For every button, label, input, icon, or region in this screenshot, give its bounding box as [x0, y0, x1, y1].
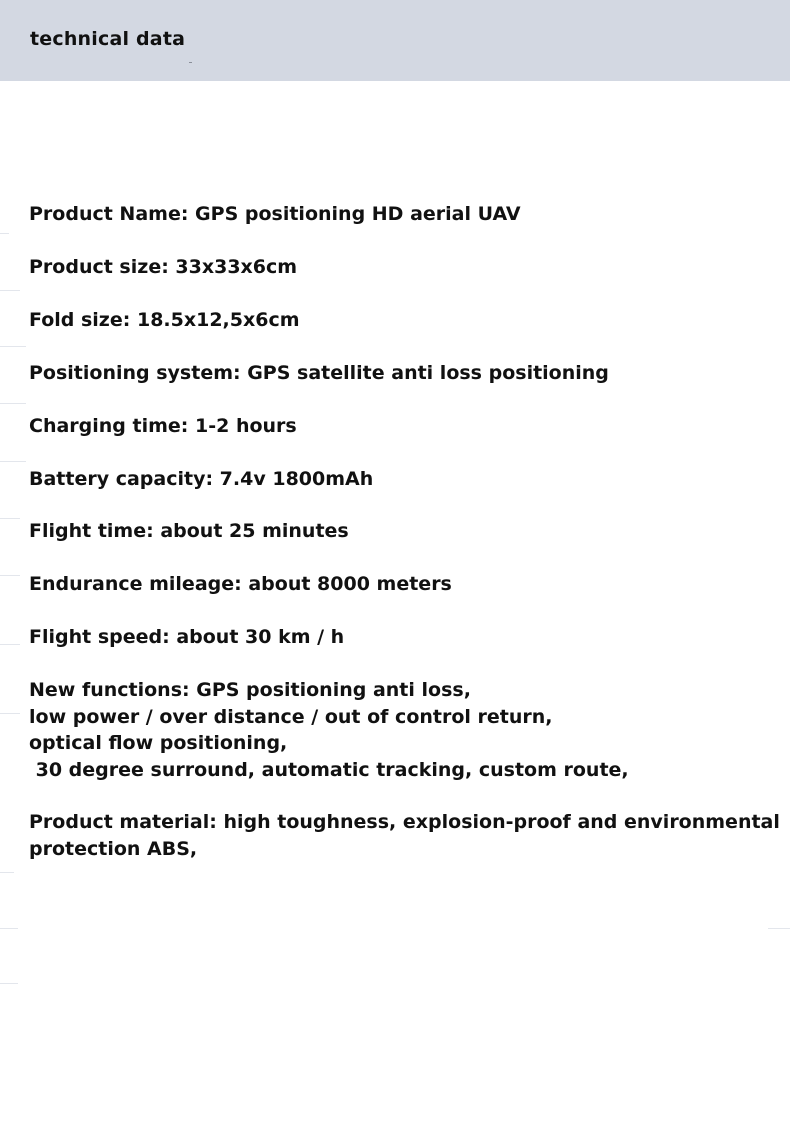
edge-tick [0, 872, 14, 873]
edge-tick [0, 233, 9, 234]
spec-product-size: Product size: 33x33x6cm [29, 256, 298, 278]
spec-flight-time: Flight time: about 25 minutes [29, 520, 349, 542]
spec-new-functions: New functions: GPS positioning anti loss, low power / over distance / out of control return, optical flow positioning, 30 degree surround, automatic tracking, custom route, [29, 679, 629, 781]
edge-tick [0, 461, 26, 462]
header-bar [0, 0, 790, 81]
spec-endurance-mileage: Endurance mileage: about 8000 meters [29, 573, 452, 595]
page-title: technical data [30, 28, 186, 50]
edge-tick [768, 928, 790, 929]
spec-product-name: Product Name: GPS positioning HD aerial UAV [29, 203, 521, 225]
spec-fold-size: Fold size: 18.5x12,5x6cm [29, 309, 300, 331]
edge-tick [0, 290, 20, 291]
edge-tick [0, 713, 20, 714]
spec-charging-time: Charging time: 1-2 hours [29, 415, 297, 437]
decorative-dot [189, 62, 192, 63]
edge-tick [0, 644, 20, 645]
spec-flight-speed: Flight speed: about 30 km / h [29, 626, 345, 648]
edge-tick [0, 518, 20, 519]
edge-tick [0, 928, 18, 929]
edge-tick [0, 403, 26, 404]
edge-tick [0, 575, 20, 576]
spec-battery-capacity: Battery capacity: 7.4v 1800mAh [29, 468, 374, 490]
spec-product-material: Product material: high toughness, explosion-proof and environmental protection ABS, [29, 811, 780, 860]
edge-tick [0, 346, 26, 347]
edge-tick [0, 983, 18, 984]
spec-positioning-system: Positioning system: GPS satellite anti loss positioning [29, 362, 609, 384]
